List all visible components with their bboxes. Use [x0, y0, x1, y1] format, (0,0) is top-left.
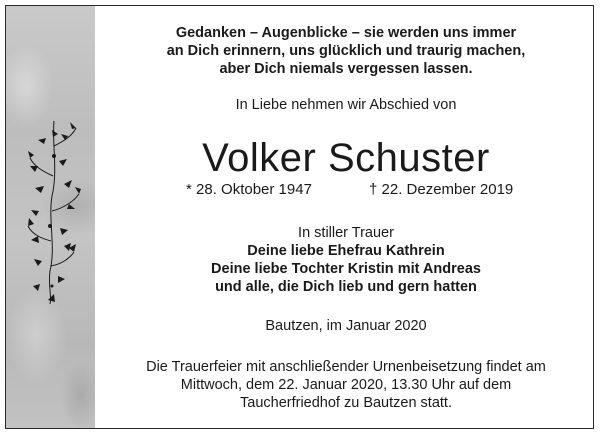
poem-line-1: Gedanken – Augenblicke – sie werden uns immer [175, 25, 517, 41]
death-date: † 22. Dezember 2019 [369, 181, 514, 198]
poem-line-3: aber Dich niemals vergessen lassen. [219, 61, 473, 77]
mourner-line-1: Deine liebe Ehefrau Kathrein [247, 243, 445, 259]
obituary-card [5, 5, 594, 429]
mourner-line-3: und alle, die Dich lieb und gern hatten [215, 279, 477, 295]
mourning-intro: In stiller Trauer [298, 225, 394, 241]
mourner-line-2: Deine liebe Tochter Kristin mit Andreas [211, 261, 481, 277]
ivy-icon [24, 116, 84, 306]
birth-date: * 28. Oktober 1947 [186, 181, 312, 198]
obituary-content [101, 6, 591, 428]
stone-texture-panel [6, 6, 95, 428]
ceremony-line-3: Taucherfriedhof zu Bautzen statt. [240, 395, 452, 411]
intro-text: In Liebe nehmen wir Abschied von [235, 97, 457, 113]
ceremony-line-1: Die Trauerfeier mit anschließender Urnenbeisetzung findet am [146, 359, 546, 375]
ceremony-line-2: Mittwoch, dem 22. Januar 2020, 13.30 Uhr auf dem [180, 377, 512, 393]
poem-line-2: an Dich erinnern, uns glücklich und traurig machen, [166, 43, 526, 59]
place-date: Bautzen, im Januar 2020 [265, 318, 427, 334]
deceased-name: Volker Schuster [202, 136, 490, 180]
